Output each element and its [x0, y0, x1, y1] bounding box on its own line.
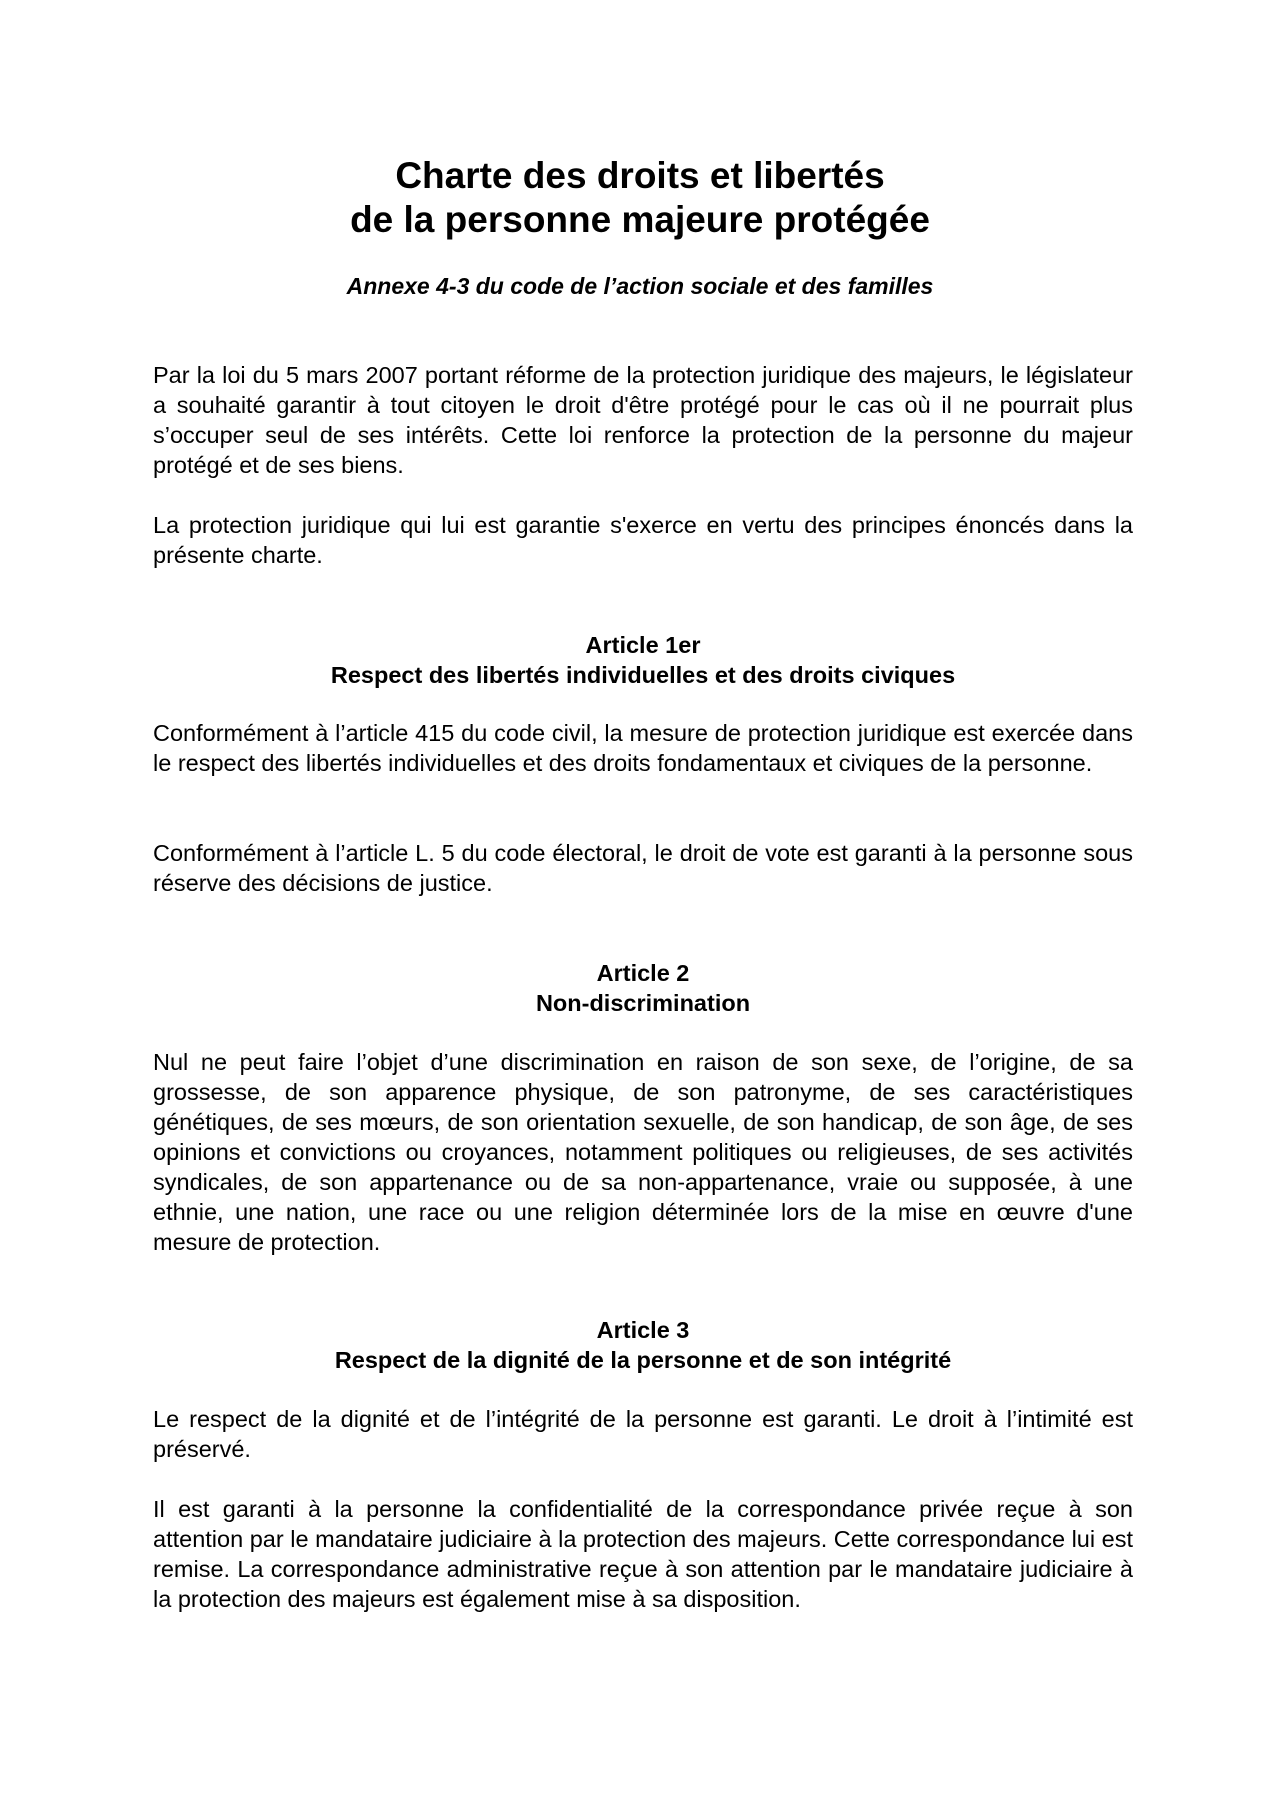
- article-1-paragraph-2: Conformément à l’article L. 5 du code électoral, le droit de vote est garanti à la personne sous réserve des décisions de justice.: [153, 840, 1133, 896]
- article-3-number: Article 3: [596, 1317, 690, 1343]
- article-2-paragraph-1: Nul ne peut faire l’objet d’une discrimination en raison de son sexe, de l’origine, de sa grossesse, de son apparence physique, de son patronyme, de ses caractéristiques génétiques, de ses mœurs, de son orientation sexuelle, de son handicap, de son âge, de ses opinions et convictions ou croyances, notamment politiques ou religieuses, de ses activités syndicales, de son appartenance ou de sa non-appartenance, vraie ou supposée, à une ethnie, une nation, une race ou une religion déterminée lors de la mise en œuvre d'une mesure de protection.: [153, 1049, 1133, 1255]
- intro-paragraph-1-block: [153, 360, 1133, 480]
- document-title: [0, 154, 1280, 242]
- article-3-paragraph-2: Il est garanti à la personne la confidentialité de la correspondance privée reçue à son attention par le mandataire judiciaire à la protection des majeurs. Cette correspondance lui est remise. La correspondance administrative reçue à son attention par le mandataire judiciaire à la protection des majeurs est également mise à sa disposition.: [153, 1496, 1133, 1612]
- article-1-heading: Respect des libertés individuelles et des droits civiques: [330, 662, 956, 688]
- article-2-number: Article 2: [596, 960, 690, 986]
- article-3-header: [153, 1315, 1133, 1375]
- article-3-paragraph-1: Le respect de la dignité et de l’intégrité de la personne est garanti. Le droit à l’intimité est préservé.: [153, 1406, 1133, 1462]
- article-3-paragraph-1-block: [153, 1404, 1133, 1464]
- article-1-paragraph-2-block: [153, 838, 1133, 898]
- article-3-paragraph-2-block: [153, 1494, 1133, 1614]
- article-3-heading: Respect de la dignité de la personne et de son intégrité: [334, 1347, 952, 1373]
- intro-paragraph-2: La protection juridique qui lui est garantie s'exerce en vertu des principes énoncés dans la présente charte.: [153, 512, 1133, 568]
- article-1-paragraph-1-block: [153, 718, 1133, 778]
- document-subtitle: Annexe 4-3 du code de l’action sociale et des familles: [346, 273, 934, 299]
- article-1-paragraph-1: Conformément à l’article 415 du code civil, la mesure de protection juridique est exercée dans le respect des libertés individuelles et des droits fondamentaux et civiques de la personne.: [153, 720, 1133, 776]
- article-1-header: [153, 630, 1133, 690]
- article-1-number: Article 1er: [585, 632, 701, 658]
- document-title-line-2: de la personne majeure protégée: [350, 199, 930, 240]
- article-2-heading: Non-discrimination: [535, 990, 751, 1016]
- document-title-line-1: Charte des droits et libertés: [395, 155, 885, 196]
- intro-paragraph-1: Par la loi du 5 mars 2007 portant réforme de la protection juridique des majeurs, le législateur a souhaité garantir à tout citoyen le droit d'être protégé pour le cas où il ne pourrait plus s’occuper seul de ses intérêts. Cette loi renforce la protection de la personne du majeur protégé et de ses biens.: [153, 362, 1133, 478]
- article-2-header: [153, 958, 1133, 1018]
- intro-paragraph-2-block: [153, 510, 1133, 570]
- article-2-paragraph-1-block: [153, 1047, 1133, 1257]
